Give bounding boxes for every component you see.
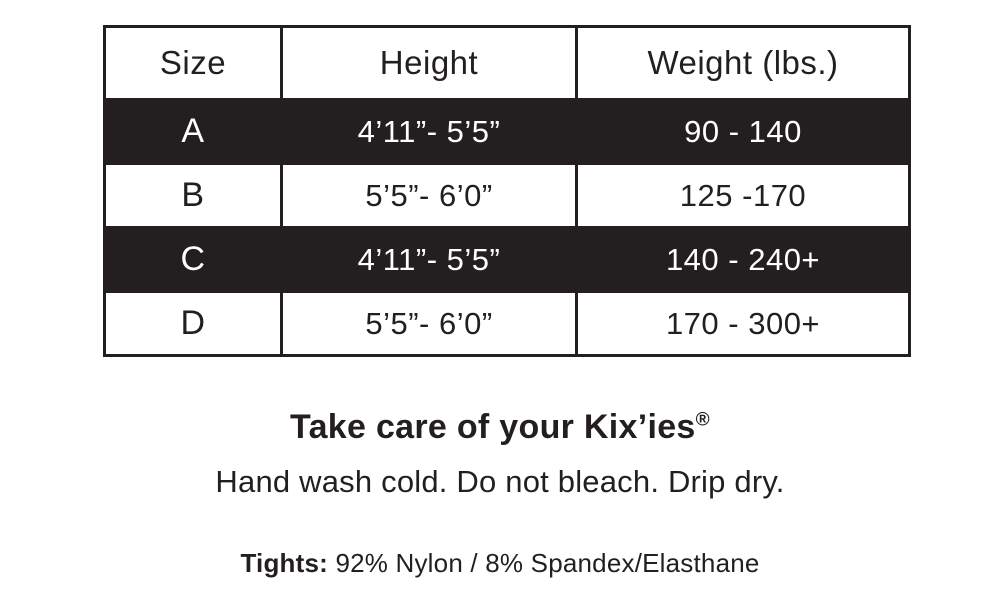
- size-b-label: B: [105, 164, 282, 228]
- materials-line: [0, 548, 1000, 579]
- materials-value: 92% Nylon / 8% Spandex/Elasthane: [328, 548, 760, 578]
- care-title-text: Take care of your Kix’ies: [290, 408, 696, 446]
- header-row: [105, 27, 910, 100]
- size-d-label: D: [105, 292, 282, 356]
- size-d-weight: 170 - 300+: [577, 292, 910, 356]
- size-b-weight: 125 -170: [577, 164, 910, 228]
- size-chart-header: [105, 27, 910, 100]
- size-a-height: 4’11”- 5’5”: [282, 100, 577, 164]
- size-c-weight: 140 - 240+: [577, 228, 910, 292]
- materials-label: Tights:: [240, 548, 329, 578]
- registered-trademark-symbol: ®: [695, 409, 710, 431]
- care-title: [0, 408, 1000, 447]
- header-weight: Weight (lbs.): [577, 27, 910, 100]
- header-height: Height: [282, 27, 577, 100]
- size-b-height: 5’5”- 6’0”: [282, 164, 577, 228]
- care-instructions: Hand wash cold. Do not bleach. Drip dry.: [215, 464, 785, 499]
- size-a-weight: 90 - 140: [577, 100, 910, 164]
- table-row-size-a: [105, 100, 910, 164]
- size-chart-table: [103, 25, 911, 357]
- size-c-height: 4’11”- 5’5”: [282, 228, 577, 292]
- size-chart-body: [105, 100, 910, 356]
- size-d-height: 5’5”- 6’0”: [282, 292, 577, 356]
- header-size: Size: [105, 27, 282, 100]
- table-row-size-d: [105, 292, 910, 356]
- table-row-size-c: [105, 228, 910, 292]
- table-row-size-b: [105, 164, 910, 228]
- size-c-label: C: [105, 228, 282, 292]
- size-a-label: A: [105, 100, 282, 164]
